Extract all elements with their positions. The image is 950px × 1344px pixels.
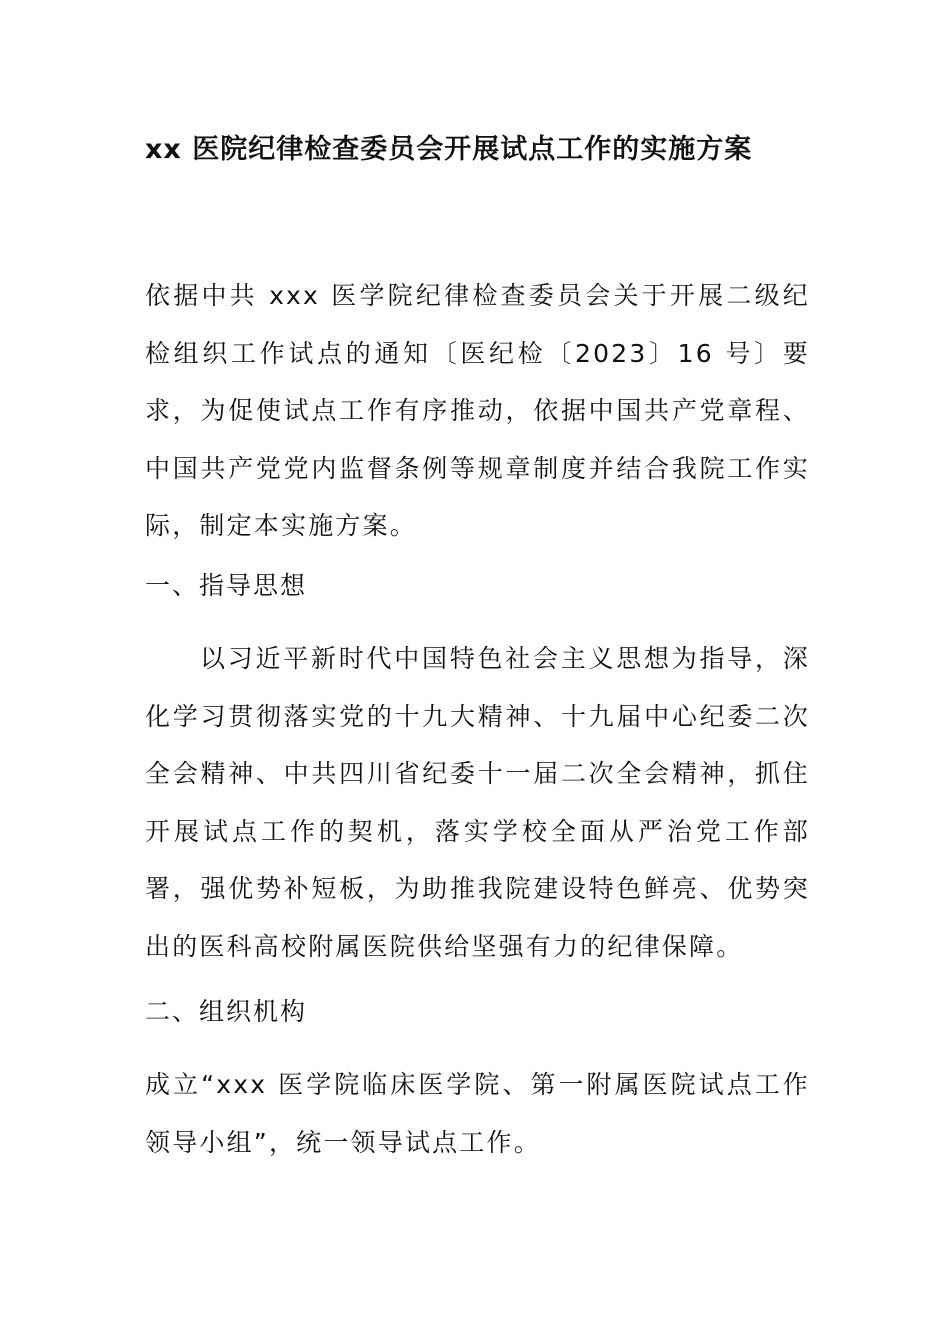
organization-paragraph: 成立“xxx 医学院临床医学院、第一附属医院试点工作领导小组”，统一领导试点工作。: [145, 1070, 810, 1157]
section-heading-organization: 二、组织机构: [145, 997, 308, 1026]
section-heading-guiding-ideology: 一、指导思想: [145, 571, 308, 600]
guiding-ideology-paragraph: 以习近平新时代中国特色社会主义思想为指导，深化学习贯彻落实党的十九大精神、十九届中心纪委二次全会精神、中共四川省纪委十一届二次全会精神，抓住开展试点工作的契机，落实学校全面从严治党工作部署，强优势补短板，为助推我院建设特色鲜亮、优势突出的医科高校附属医院供给坚强有力的纪律保障。: [145, 644, 810, 961]
document-title: xx 医院纪律检查委员会开展试点工作的实施方案: [145, 134, 753, 165]
intro-paragraph: 依据中共 xxx 医学院纪律检查委员会关于开展二级纪检组织工作试点的通知〔医纪检〔2023〕16 号〕要求，为促使试点工作有序推动，依据中国共产党章程、中国共产党党内监督条例等规章制度并结合我院工作实际，制定本实施方案。: [145, 281, 810, 540]
